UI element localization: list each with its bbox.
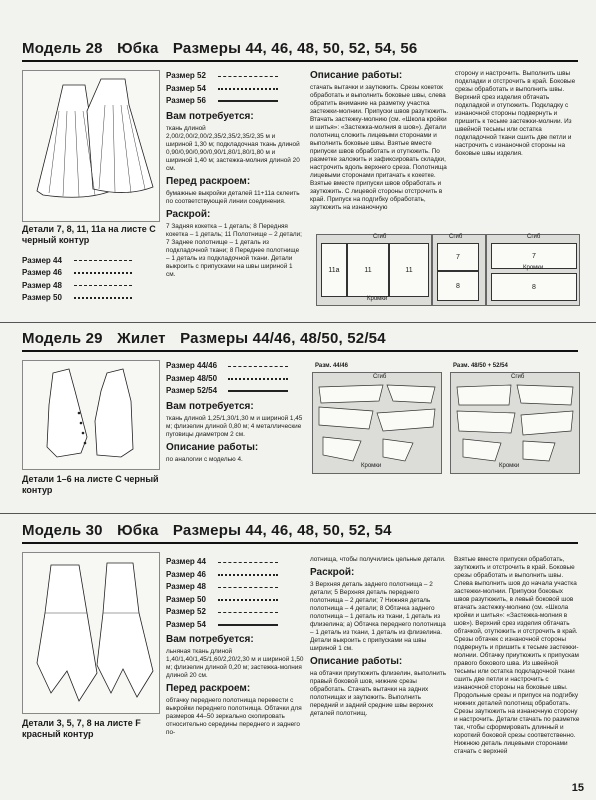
line-style-icon	[228, 390, 288, 392]
section-heading: Описание работы:	[310, 70, 403, 81]
model-title: Модель 29	[22, 330, 103, 347]
model-28-col-1: Размер 52 Размер 54 Размер 56 Вам потребуется: ткань длиной 2,00/2,00/2,00/2,35/2,35/2,35/2,35 м и шириной 1,30 м; подкладочная ткань длиной 0,90/0,90/0,90/0,90/1,80/1,80/1,80 м и шириной 1,40 м; застежка-молния длиной 20 см. Перед раскроем: бумажные выкройки деталей 11+11а склеить по соответствующей линии соединения. Раскрой: 7 Задняя кокетка – 1 деталь; 8 Передняя кокетка – 1 деталь; 11 Полотнище – 2 детали; 7 Заднее полотнище – 1 деталь из подкладочной ткани; 8 Переднее полотнище – 1 деталь из подкладочной ткани. Детали выкроить с припусками на швы шириной 1 см.	[166, 71, 302, 278]
garment-name: Юбка	[117, 522, 159, 539]
size-legend-row: Размер 48	[22, 279, 132, 292]
line-style-icon	[218, 624, 278, 626]
instructions-text: стачать вытачки и заутюжить. Срезы кокеток обработать и выполнить боковые швы, слева обратить внимание на разметку участка застежки-молнии. Припуски швов разутюжить. Втачать застежку-молнию (см. «Школа кройки и шитья»: «Застежка-молния в шов»). Детали полотнищ сложить лицевыми сторонами и выполнить боковые швы. Взятые вместе припуски швов обработать и отутюжить. По разметке заложить и зафиксировать складки, настрочить вдоль верхнего среза. Полотнища лицевыми сторонами притачать к кокетке. Взятые вместе припуски швов обработать и заутюжить. С лицевой стороны отстрочить в край. Припуск на подгибку обработать, заутюжить на изнаночную	[310, 84, 448, 211]
prep-text: лотнища, чтобы получились цельные детали.	[310, 556, 446, 563]
cutting-layout-28c: Сгиб 7 8 Кромки	[486, 234, 580, 306]
pattern-sheet-caption: Детали 7, 8, 11, 11а на листе С черный контур	[22, 224, 156, 245]
section-heading: Вам потребуется:	[166, 634, 254, 645]
section-heading: Описание работы:	[310, 656, 403, 667]
model-30-col-1: Размер 44 Размер 46 Размер 48 Размер 50 Размер 52 Размер 54 Вам потребуется: льняная ткань длиной 1,40/1,40/1,45/1,60/2,20/2,30 м и шириной 1,50 м; флизелин длиной 0,20 м; застежка-молния длиной 20 см. Перед раскроем: обтачку переднего полотнища перевести с выкройки переднего полотнища. Обтачки для размеров 44–50 зеркально скопировать относительно середины переднего и заднего по-	[166, 557, 304, 736]
materials-text: ткань длиной 1,25/1,30/1,30 м и шириной 1,45 м; флизелин длиной 0,80 м; 4 металлические пуговицы диаметром 2 см.	[166, 414, 303, 438]
line-style-icon	[218, 88, 278, 90]
size-legend-row: Размер 44	[22, 254, 132, 267]
pattern-piece: 8	[491, 273, 577, 301]
garment-name: Жилет	[117, 330, 166, 347]
vest-drawing-icon	[23, 361, 159, 469]
instructions-text: на обтачки приутюжить флизелин, выполнить правый боковой шов, нижние срезы обработать. Стачать вытачки на задних полотнищах и заутюжить. Выполнить передний и задний средние швы верхних деталей полотнищ.	[310, 670, 447, 717]
line-style-icon	[74, 272, 132, 274]
vest-pieces-drawing	[313, 381, 441, 471]
model-30-col-2	[310, 556, 448, 776]
section-divider	[0, 513, 596, 514]
skirt-sketch-30	[22, 552, 160, 714]
cutting-text: 7 Задняя кокетка – 1 деталь; 8 Передняя кокетка – 1 деталь; 11 Полотнище – 2 детали; 7 Заднее полотнище – 1 деталь из подкладочной ткани; 8 Переднее полотнище – 1 деталь из подкладочной ткани. Детали выкроить с припусками на швы шириной 1 см.	[166, 222, 302, 278]
cutting-layout-28a: Сгиб 11а 11 11 Кромки	[316, 234, 432, 306]
cutting-layout-29b: Разм. 48/50 + 52/54 Сгиб Кромки	[450, 372, 580, 474]
model-30-header	[22, 522, 578, 544]
pattern-piece: 11	[389, 243, 429, 297]
pattern-piece: 7	[491, 243, 577, 269]
vest-sketch-29	[22, 360, 160, 470]
section-divider	[0, 322, 596, 323]
section-heading: Вам потребуется:	[166, 400, 254, 412]
instructions-text: сторону и настрочить. Выполнить швы подкладки и отстрочить в край. Боковые срезы обработать и выполнить швы. Верхний срез изделия обтачать подкладкой и отутюжить. Подкладку с изнаночной стороны подвернуть и пришить к тесьме застежки-молнии. Из швейной тесьмы или остатка подкладочной ткани сшить две петли и настрочить с изнаночной стороны на боковые швы изделия.	[455, 70, 576, 157]
cutting-text: 3 Верхняя деталь заднего полотнища – 2 детали; 5 Верхняя деталь переднего полотнища – 2 детали; 7 Нижняя деталь полотнища – 4 детали; 8 Обтачка заднего полотнища – 1 деталь из ткани, 1 деталь из флизелина; а) Обтачка переднего полотнища – 1 деталь из ткани, 1 деталь из флизелина. Детали выкроить с припусками на швы шириной 1 см.	[310, 581, 446, 652]
line-style-icon	[218, 76, 278, 77]
section-heading: Перед раскроем:	[166, 683, 251, 694]
size-legend-row: Размер 46	[22, 267, 132, 280]
model-30-col-3	[454, 556, 580, 778]
model-29-header	[22, 330, 578, 352]
model-title: Модель 30	[22, 522, 103, 539]
model-29-col-1: Размер 44/46 Размер 48/50 Размер 52/54 Вам потребуется: ткань длиной 1,25/1,30/1,30 м и шириной 1,45 м; флизелин длиной 0,80 м; 4 металлические пуговицы диаметром 2 см. Описание работы: по аналогии с моделью 4.	[166, 360, 306, 480]
cutting-layout-28b: Сгиб 7 8	[432, 234, 486, 306]
line-style-icon	[228, 378, 288, 380]
pattern-piece: 7	[437, 243, 479, 271]
line-style-icon	[228, 366, 288, 367]
instructions-text: по аналогии с моделью 4.	[166, 455, 243, 463]
pattern-sheet-caption: Детали 1–6 на листе С черный контур	[22, 474, 159, 495]
model-28-header	[22, 40, 578, 62]
line-style-icon	[74, 297, 132, 299]
instructions-text: Взятые вместе припуски обработать, заутюжить и отстрочить в край. Боковые срезы обработать и выполнить швы. Слева выполнить шов до начала участка застежки-молнии. Припуски боковых швов разутюжить, в левый боковой шов втачать застежку-молнию (см. «Школа кройки и шитья»: «Застежка-молния в шов»). Верхний срез изделия обтачать обтачкой, отутюжить и отстрочить в край. Срезы обтачек с изнаночной стороны подвернуть и пришить к тесьме застежки-молнии. Обтачку приутюжить к припускам правого бокового шва. Из швейной тесьмы или остатка подкладочной ткани сшить две петли и настрочить с изнаночной стороны на боковые швы. Продольные срезы и припуск на подгибку нижних деталей полотнищ обработать. Срезы заутюжить на изнаночную сторону и настрочить. Детали стачать по разметке так, чтобы сформировать длинный и короткий боковой срезы соответственно. Нижнюю деталь лицевыми сторонами стачать с верхней	[454, 556, 580, 755]
garment-name: Юбка	[117, 40, 159, 57]
section-heading: Описание работы:	[166, 441, 259, 453]
size-legend-left	[22, 254, 132, 304]
line-style-icon	[218, 587, 278, 588]
size-range: Размеры 44/46, 48/50, 52/54	[180, 330, 386, 347]
skirt-drawing-icon	[23, 71, 159, 221]
model-28-col-3	[455, 70, 579, 240]
section-heading: Раскрой:	[310, 567, 355, 578]
pattern-piece: 11	[347, 243, 389, 297]
section-heading: Перед раскроем:	[166, 175, 251, 187]
cutting-layout-29a: Разм. 44/46 Сгиб Кромки	[312, 372, 442, 474]
page-number: 15	[571, 782, 584, 794]
prep-text: обтачку переднего полотнища перевести с выкройки переднего полотнища. Обтачки для размеров 44–50 зеркально скопировать относительно середины переднего и заднего по-	[166, 697, 302, 736]
materials-text: льняная ткань длиной 1,40/1,40/1,45/1,60/2,20/2,30 м и шириной 1,50 м; флизелин длиной 0,20 м; застежка-молния длиной 20 см.	[166, 648, 304, 679]
section-heading: Вам потребуется:	[166, 110, 254, 122]
skirt-drawing-icon	[23, 553, 159, 713]
model-title: Модель 28	[22, 40, 103, 57]
size-range: Размеры 44, 46, 48, 50, 52, 54, 56	[172, 40, 418, 57]
line-style-icon	[74, 260, 132, 261]
vest-pieces-drawing	[451, 381, 579, 471]
skirt-sketch-28	[22, 70, 160, 222]
prep-text: бумажные выкройки деталей 11+11а склеить по соответствующей линии соединения.	[166, 189, 300, 205]
materials-text: ткань длиной 2,00/2,00/2,00/2,35/2,35/2,35/2,35 м и шириной 1,30 м; подкладочная ткань длиной 0,90/0,90/0,90/0,90/1,80/1,80/1,80 м и шириной 1,40 м; застежка-молния длиной 20 см.	[166, 124, 300, 172]
model-28-col-2	[310, 70, 450, 248]
size-range: Размеры 44, 46, 48, 50, 52, 54	[172, 522, 392, 539]
line-style-icon	[218, 100, 278, 102]
line-style-icon	[218, 562, 278, 563]
line-style-icon	[74, 285, 132, 286]
size-legend-row: Размер 50	[22, 292, 132, 305]
line-style-icon	[218, 612, 278, 613]
pattern-sheet-caption: Детали 3, 5, 7, 8 на листе F красный контур	[22, 718, 141, 739]
section-heading: Раскрой:	[166, 208, 211, 220]
pattern-piece: 11а	[321, 243, 347, 297]
line-style-icon	[218, 599, 278, 601]
pattern-piece: 8	[437, 271, 479, 301]
line-style-icon	[218, 574, 278, 576]
